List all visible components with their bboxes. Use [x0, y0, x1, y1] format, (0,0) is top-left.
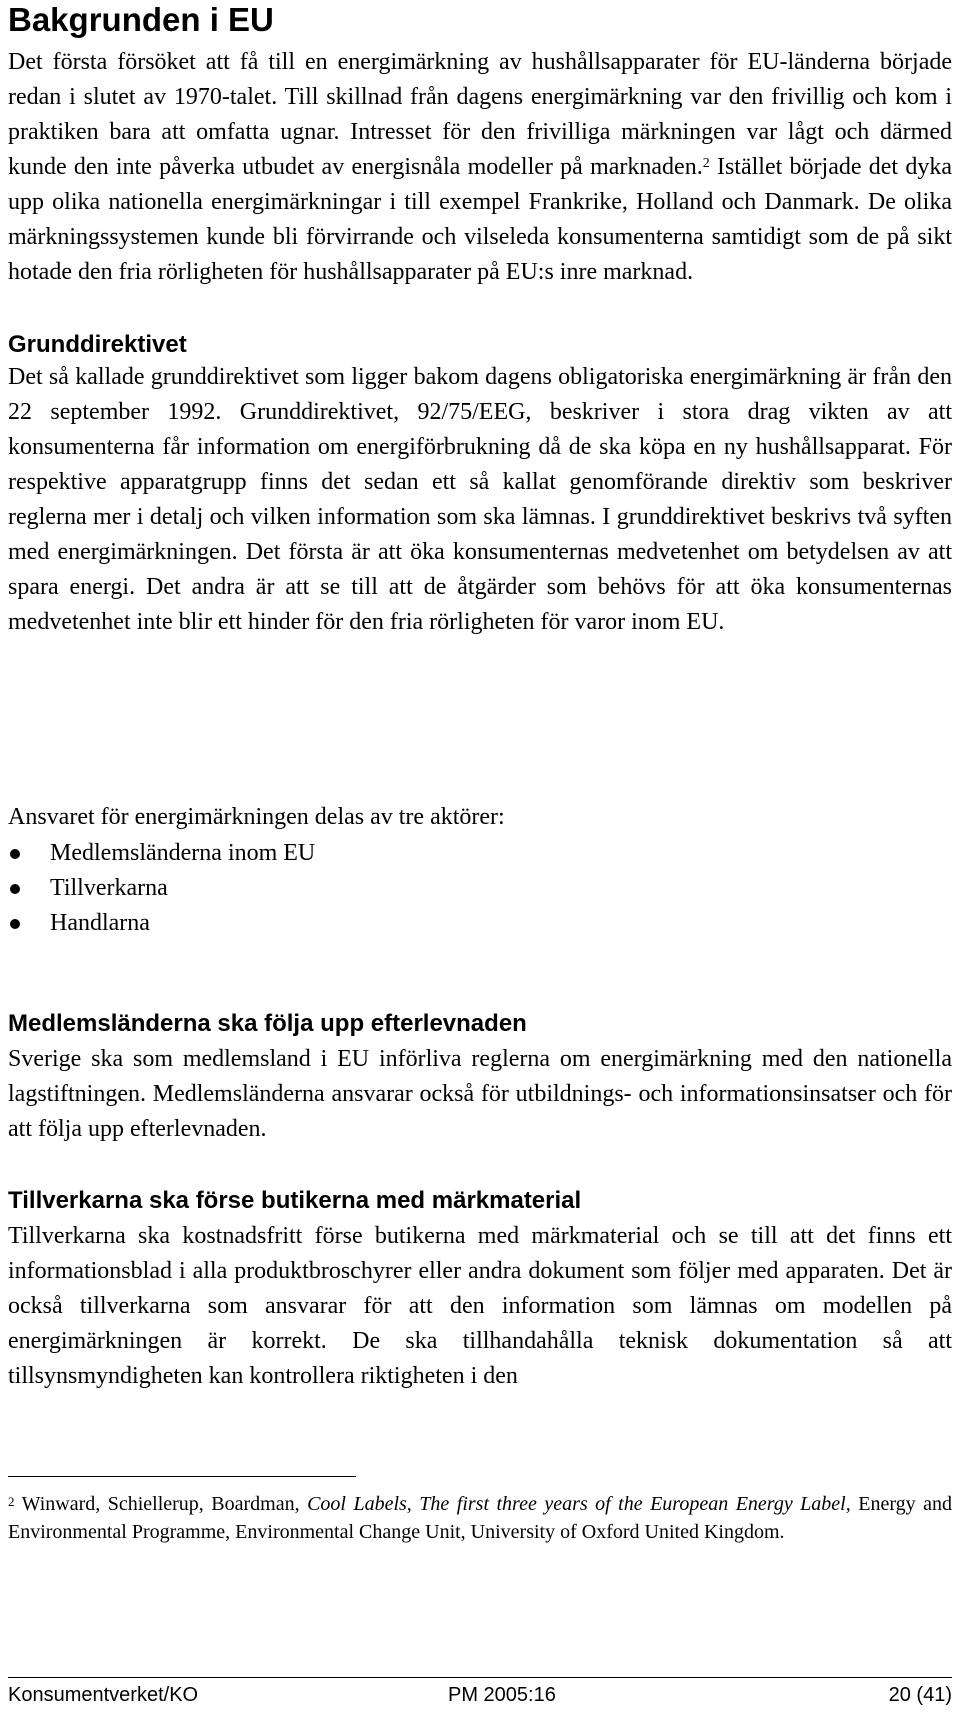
- intro-paragraph: [8, 45, 952, 290]
- page-heading: Bakgrunden i EU: [8, 1, 274, 38]
- footnote-rest: Energy and Environmental Programme, Environmental Change Unit, University of Oxford United Kingdom.: [8, 1493, 952, 1543]
- grunddirektivet-paragraph: Det så kallade grunddirektivet som ligger bakom dagens obligatoriska energimärkning är från den 22 september 1992. Grunddirektivet, 92/75/EEG, beskriver i stora drag vikten av att konsumenterna får information om energiförbrukning då de ska köpa en ny hushållsapparat. För respektive apparatgrupp finns det sedan ett så kallat genomförande direktiv som beskriver reglerna mer i detalj och vilken information som ska lämnas. I grunddirektivet beskrivs två syften med energimärkningen. Det första är att öka konsumenternas medvetenhet om betydelsen av att spara energi. Det andra är att se till att de åtgärder som behövs för att öka konsumenternas medvetenhet inte blir ett hinder för den fria rörligheten för varor inom EU.: [8, 364, 952, 635]
- footnote-title: Cool Labels, The first three years of the European Energy Label,: [307, 1493, 851, 1515]
- bullet-icon: [10, 849, 20, 859]
- bullet-icon: [10, 919, 20, 929]
- section-heading-medlemslanderna: Medlemsländerna ska följa upp efterlevnaden: [8, 1010, 527, 1037]
- medlemslanderna-paragraph: Sverige ska som medlemsland i EU införliva reglerna om energimärkning med den nationella lagstiftningen. Medlemsländerna ansvarar också för utbildnings- och informationsinsatser och för att följa upp efterlevnaden.: [8, 1046, 952, 1142]
- section-heading-grunddirektivet: Grunddirektivet: [8, 331, 187, 358]
- footnote-divider: [8, 1476, 356, 1477]
- footer-page-number: 20 (41): [888, 1684, 952, 1706]
- intro-text-part1: Det första försöket att få till en energimärkning av hushållsapparater för EU-länderna började redan i slutet av 1970-talet. Till skillnad från dagens energimärkning var den frivillig och kom i praktiken bara att omfatta ugnar. Intresset för den frivilliga märkningen var lågt och därmed kunde den inte påverka utbudet av energisnåla modeller på marknaden.: [8, 49, 952, 180]
- section-heading-tillverkarna: Tillverkarna ska förse butikerna med märkmaterial: [8, 1187, 582, 1214]
- footnote-reference[interactable]: 2: [702, 156, 710, 171]
- list-item: [8, 906, 315, 941]
- list-item-label: Handlarna: [50, 910, 150, 936]
- footer-divider: [8, 1677, 952, 1678]
- actors-list: [8, 836, 315, 941]
- tillverkarna-paragraph: Tillverkarna ska kostnadsfritt förse butikerna med märkmaterial och se till att det finns ett informationsblad i alla produktbroschyrer eller andra dokument som följer med apparaten. Det är också tillverkarna som ansvarar för att den information som lämnas om modellen på energimärkningen är korrekt. De ska tillhandahålla teknisk dokumentation så att tillsynsmyndigheten kan kontrollera riktigheten i den: [8, 1223, 952, 1389]
- footnote-authors: Winward, Schiellerup, Boardman,: [14, 1493, 308, 1515]
- list-item: [8, 871, 315, 906]
- bullet-icon: [10, 884, 20, 894]
- intro-text-part2: Istället började det dyka upp olika nationella energimärkningar i till exempel Frankrike, Holland och Danmark. De olika märkningssystemen kunde bli förvirrande och vilseleda konsumenterna samtidigt som de på sikt hotade den fria rörligheten för hushållsapparater på EU:s inre marknad.: [8, 154, 952, 285]
- list-item-label: Tillverkarna: [50, 875, 168, 901]
- page-footer: [8, 1682, 952, 1708]
- footnote: [8, 1490, 952, 1546]
- list-item-label: Medlemsländerna inom EU: [50, 840, 316, 866]
- footer-publisher: Konsumentverket/KO: [8, 1684, 199, 1706]
- footnote-number: 2: [8, 1494, 15, 1509]
- footer-document-id: PM 2005:16: [448, 1684, 556, 1706]
- list-item: [8, 836, 315, 871]
- actors-lead: Ansvaret för energimärkningen delas av tre aktörer:: [8, 804, 505, 830]
